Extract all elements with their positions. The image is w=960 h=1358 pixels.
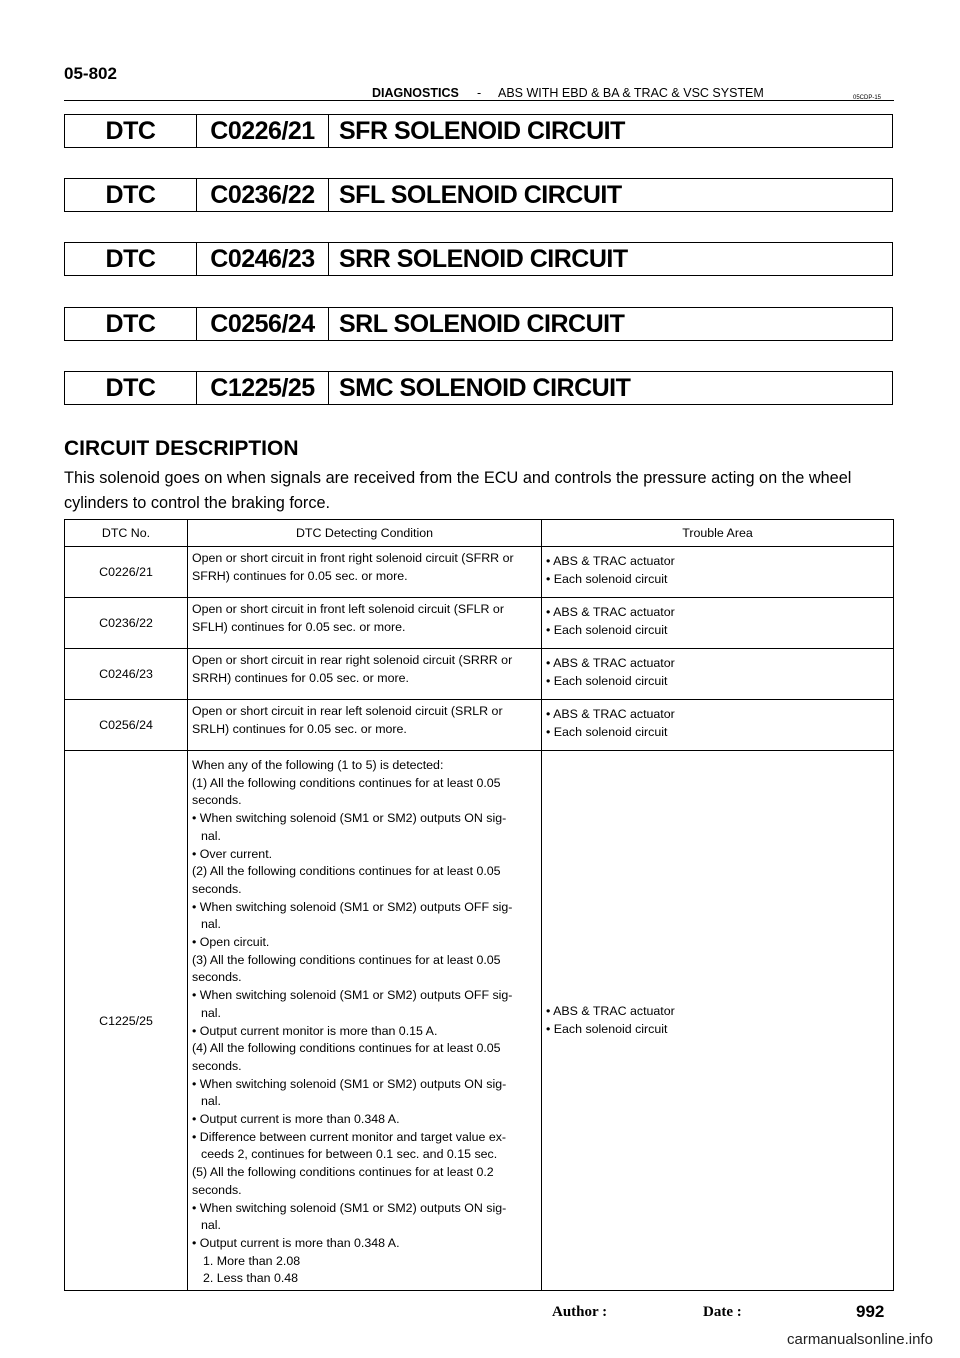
condition-line: (4) All the following conditions continues for at least 0.05 <box>192 1041 501 1056</box>
dtc-code: C0236/22 <box>197 179 329 211</box>
condition-cell <box>188 751 542 1291</box>
condition-line: nal. <box>201 1005 221 1020</box>
trouble-area-line: • ABS & TRAC actuator <box>546 605 675 619</box>
dtc-label: DTC <box>65 115 197 147</box>
condition-line: seconds. <box>192 970 242 985</box>
condition-line: • When switching solenoid (SM1 or SM2) outputs OFF sig- <box>192 899 513 914</box>
condition-line: • Difference between current monitor and target value ex- <box>192 1129 507 1144</box>
dtc-title: SFL SOLENOID CIRCUIT <box>339 180 622 209</box>
trouble-area-line: • Each solenoid circuit <box>546 724 668 739</box>
dtc-title-box <box>64 371 893 405</box>
dtc-no-cell: C0236/22 <box>65 598 188 649</box>
condition-line: seconds. <box>192 1058 242 1073</box>
condition-line: nal. <box>201 1094 221 1109</box>
condition-line: Open or short circuit in front right solenoid circuit (SFRR or <box>192 551 514 565</box>
condition-line: seconds. <box>192 1182 242 1197</box>
condition-line: ceeds 2, continues for between 0.1 sec. and 0.15 sec. <box>201 1147 498 1162</box>
trouble-area-line: • Each solenoid circuit <box>546 622 668 637</box>
condition-line: 2. Less than 0.48 <box>203 1271 299 1286</box>
dtc-title: SFR SOLENOID CIRCUIT <box>339 116 625 145</box>
condition-line: • Output current monitor is more than 0.15 A. <box>192 1023 438 1038</box>
dtc-code: C1225/25 <box>197 372 329 404</box>
condition-line: seconds. <box>192 881 242 896</box>
trouble-area-line: • ABS & TRAC actuator <box>546 656 675 670</box>
table-row <box>65 751 894 1291</box>
table-row <box>65 598 894 649</box>
dtc-code: C0226/21 <box>197 115 329 147</box>
trouble-area-line: • ABS & TRAC actuator <box>546 707 675 721</box>
header-separator: - <box>477 86 482 100</box>
dtc-label: DTC <box>65 179 197 211</box>
page-total-number: 992 <box>856 1302 885 1321</box>
condition-line: When any of the following (1 to 5) is detected: <box>192 758 444 772</box>
trouble-area-line: • Each solenoid circuit <box>546 1021 668 1036</box>
condition-line: nal. <box>201 828 221 843</box>
dtc-title: SMC SOLENOID CIRCUIT <box>339 373 631 402</box>
dtc-title-box <box>64 114 893 148</box>
condition-line: SRLH) continues for 0.05 sec. or more. <box>192 721 407 736</box>
header-system-title: ABS WITH EBD & BA & TRAC & VSC SYSTEM <box>498 86 764 100</box>
dtc-title: SRR SOLENOID CIRCUIT <box>339 244 628 273</box>
condition-line: (2) All the following conditions continues for at least 0.05 <box>192 864 501 879</box>
trouble-area-line: • ABS & TRAC actuator <box>546 1003 675 1018</box>
condition-line: SFLH) continues for 0.05 sec. or more. <box>192 619 406 634</box>
header-detecting-condition: DTC Detecting Condition <box>188 520 542 547</box>
dtc-table <box>64 519 894 1291</box>
trouble-area-cell <box>542 700 894 751</box>
condition-cell <box>188 700 542 751</box>
table-row <box>65 700 894 751</box>
dtc-label: DTC <box>65 243 197 275</box>
dtc-title-box <box>64 242 893 276</box>
table-row <box>65 547 894 598</box>
condition-line: Open or short circuit in rear right solenoid circuit (SRRR or <box>192 653 513 667</box>
dtc-title-box <box>64 178 893 212</box>
condition-cell <box>188 547 542 598</box>
condition-line: • When switching solenoid (SM1 or SM2) outputs ON sig- <box>192 1200 507 1215</box>
date-label: Date : <box>703 1304 742 1320</box>
section-title: CIRCUIT DESCRIPTION <box>64 437 299 460</box>
author-label: Author : <box>552 1304 608 1320</box>
condition-line: nal. <box>201 1218 221 1233</box>
condition-line: nal. <box>201 917 221 932</box>
condition-line: (5) All the following conditions continues for at least 0.2 <box>192 1165 494 1180</box>
condition-line: SRRH) continues for 0.05 sec. or more. <box>192 670 409 685</box>
header-section: DIAGNOSTICS <box>372 86 459 100</box>
trouble-area-cell <box>542 547 894 598</box>
condition-line: • When switching solenoid (SM1 or SM2) outputs OFF sig- <box>192 988 513 1003</box>
circuit-description: This solenoid goes on when signals are received from the ECU and controls the pressure acting on the wheel cylinders to control the braking force. <box>64 469 852 512</box>
dtc-no-cell: C0246/23 <box>65 649 188 700</box>
dtc-no-cell: C1225/25 <box>65 751 188 1291</box>
dtc-no-cell: C0256/24 <box>65 700 188 751</box>
trouble-area-line: • Each solenoid circuit <box>546 571 668 586</box>
dtc-code: C0246/23 <box>197 243 329 275</box>
table-row <box>65 649 894 700</box>
condition-line: (1) All the following conditions continues for at least 0.05 <box>192 775 501 790</box>
dtc-code: C0256/24 <box>197 308 329 340</box>
condition-cell <box>188 598 542 649</box>
trouble-area-line: • ABS & TRAC actuator <box>546 554 675 568</box>
condition-line: SFRH) continues for 0.05 sec. or more. <box>192 568 408 583</box>
dtc-no-cell: C0226/21 <box>65 547 188 598</box>
header-rule <box>64 100 894 101</box>
page-number: 05-802 <box>64 64 117 83</box>
header-dtc-no: DTC No. <box>65 520 188 547</box>
header-trouble-area: Trouble Area <box>542 520 894 547</box>
document-code: 05CDP-15 <box>853 95 882 101</box>
condition-line: • Output current is more than 0.348 A. <box>192 1235 400 1250</box>
condition-line: • Output current is more than 0.348 A. <box>192 1112 400 1127</box>
trouble-area-cell <box>542 751 894 1291</box>
condition-line: Open or short circuit in front left solenoid circuit (SFLR or <box>192 602 504 616</box>
dtc-label: DTC <box>65 372 197 404</box>
trouble-area-cell <box>542 649 894 700</box>
condition-line: 1. More than 2.08 <box>203 1253 301 1268</box>
condition-line: • Over current. <box>192 846 273 861</box>
condition-line: (3) All the following conditions continues for at least 0.05 <box>192 952 501 967</box>
dtc-label: DTC <box>65 308 197 340</box>
dtc-title: SRL SOLENOID CIRCUIT <box>339 309 625 338</box>
condition-line: • Open circuit. <box>192 935 270 950</box>
watermark: carmanualsonline.info <box>787 1331 933 1348</box>
condition-line: seconds. <box>192 793 242 808</box>
trouble-area-cell <box>542 598 894 649</box>
table-header-row <box>65 520 894 547</box>
condition-line: Open or short circuit in rear left solenoid circuit (SRLR or <box>192 704 503 718</box>
trouble-area-line: • Each solenoid circuit <box>546 673 668 688</box>
dtc-title-box <box>64 307 893 341</box>
condition-line: • When switching solenoid (SM1 or SM2) outputs ON sig- <box>192 811 507 826</box>
condition-line: • When switching solenoid (SM1 or SM2) outputs ON sig- <box>192 1076 507 1091</box>
condition-cell <box>188 649 542 700</box>
